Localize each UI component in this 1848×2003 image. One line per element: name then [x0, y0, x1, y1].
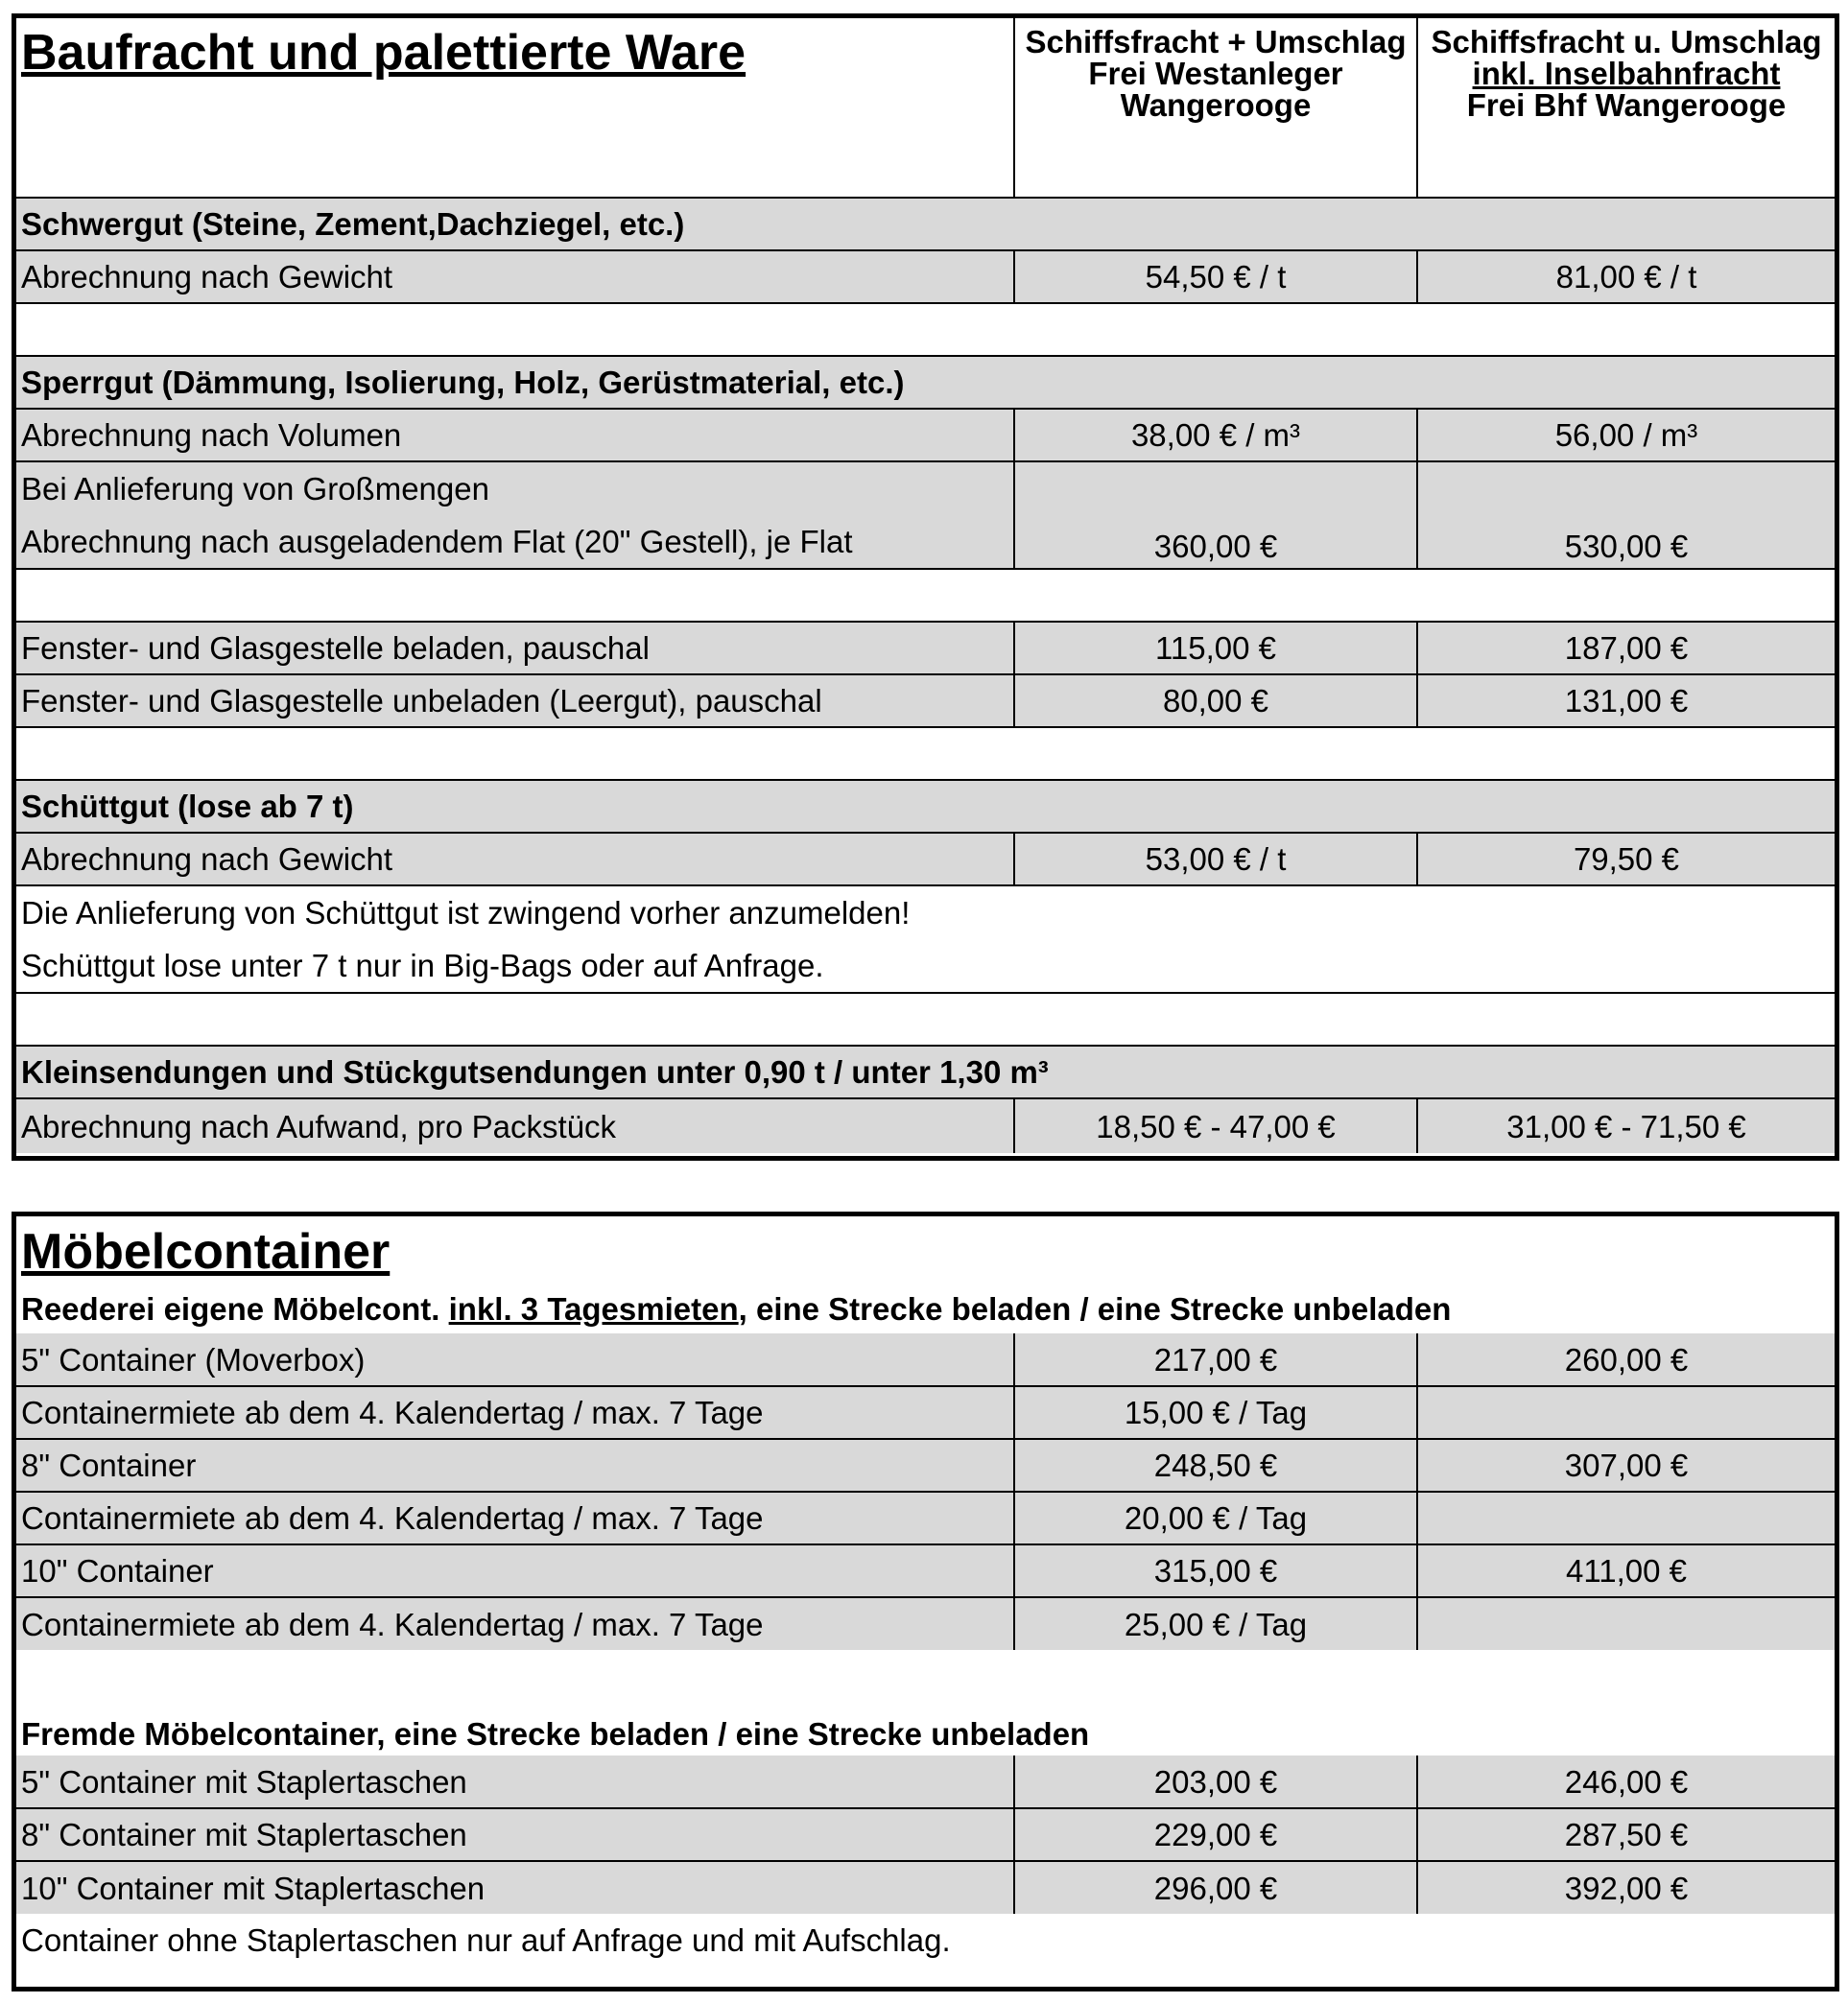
- row-price-col2: 31,00 € - 71,50 €: [1417, 1098, 1835, 1153]
- row-price-col2: 131,00 €: [1417, 674, 1835, 727]
- spacer-row: [16, 303, 1835, 356]
- table-row: [16, 674, 1835, 727]
- table-row: [16, 1333, 1835, 1386]
- row-label: Fenster- und Glasgestelle unbeladen (Leergut), pauschal: [16, 674, 1014, 727]
- reederei-heading: [16, 1284, 1835, 1333]
- row-price-col2: 411,00 €: [1417, 1544, 1835, 1597]
- row-price-col1: 217,00 €: [1014, 1333, 1417, 1386]
- header-col2: [1417, 18, 1835, 198]
- row-price-col2: 392,00 €: [1417, 1861, 1835, 1914]
- section-title-moebel: Möbelcontainer: [21, 1224, 391, 1280]
- spacer-row: [16, 727, 1835, 780]
- reederei-heading-underlined: inkl. 3 Tagesmieten: [448, 1291, 739, 1327]
- row-label: Abrechnung nach Aufwand, pro Packstück: [16, 1098, 1014, 1153]
- table-row: [16, 1439, 1835, 1492]
- section-title-cell: [16, 18, 1014, 198]
- row-label-line1: Bei Anlieferung von Großmengen: [21, 471, 489, 507]
- header-col1: [1014, 18, 1417, 198]
- row-price-col2: 246,00 €: [1417, 1756, 1835, 1808]
- row-price-col2: [1417, 1386, 1835, 1439]
- row-price-col1: 38,00 € / m³: [1014, 409, 1417, 461]
- table-row: [16, 1861, 1835, 1914]
- row-price-col2: 307,00 €: [1417, 1439, 1835, 1492]
- baufracht-table: [16, 18, 1835, 1153]
- row-price-col1: 115,00 €: [1014, 622, 1417, 674]
- row-price-col2: 56,00 / m³: [1417, 409, 1835, 461]
- row-price-col1: 360,00 €: [1014, 461, 1417, 569]
- reederei-heading-text-post: , eine Strecke beladen / eine Strecke unbeladen: [738, 1291, 1452, 1327]
- fremde-heading: Fremde Möbelcontainer, eine Strecke beladen / eine Strecke unbeladen: [21, 1716, 1090, 1752]
- table-row: [16, 409, 1835, 461]
- row-price-col1: 296,00 €: [1014, 1861, 1417, 1914]
- header-col2-line2: inkl. Inselbahnfracht: [1472, 56, 1781, 91]
- baufracht-table-frame: [12, 13, 1839, 1161]
- row-label: Abrechnung nach Gewicht: [16, 250, 1014, 303]
- row-price-col2: 81,00 € / t: [1417, 250, 1835, 303]
- row-label: 5" Container (Moverbox): [16, 1333, 1014, 1386]
- table-row: [16, 1098, 1835, 1153]
- spacer-row: [16, 569, 1835, 622]
- row-price-col2: [1417, 1492, 1835, 1544]
- row-price-col1: 229,00 €: [1014, 1808, 1417, 1861]
- row-price-col2: 287,50 €: [1417, 1808, 1835, 1861]
- header-col1-line3: Wangerooge: [1120, 87, 1312, 123]
- row-price-col1: 248,50 €: [1014, 1439, 1417, 1492]
- table-row: [16, 1756, 1835, 1808]
- row-label: 8" Container mit Staplertaschen: [16, 1808, 1014, 1861]
- schuettgut-note-line1: Die Anlieferung von Schüttgut ist zwingend vorher anzumelden!: [21, 895, 911, 931]
- schuettgut-note-line2: Schüttgut lose unter 7 t nur in Big-Bags oder auf Anfrage.: [21, 948, 824, 983]
- header-col1-line1: Schiffsfracht + Umschlag: [1025, 24, 1407, 59]
- spacer-row: [16, 993, 1835, 1046]
- row-price-col1: 25,00 € / Tag: [1014, 1597, 1417, 1650]
- table-row: [16, 461, 1835, 569]
- header-col2-line1: Schiffsfracht u. Umschlag: [1431, 24, 1822, 59]
- moebelcontainer-table-frame: [12, 1212, 1839, 1991]
- klein-heading: Kleinsendungen und Stückgutsendungen unter 0,90 t / unter 1,30 m³: [16, 1046, 1835, 1098]
- row-label: Abrechnung nach Volumen: [16, 409, 1014, 461]
- table-row: [16, 1597, 1835, 1650]
- row-price-col1: 203,00 €: [1014, 1756, 1417, 1808]
- row-label: Containermiete ab dem 4. Kalendertag / max. 7 Tage: [16, 1386, 1014, 1439]
- table-row: [16, 1808, 1835, 1861]
- moebelcontainer-table: [16, 1216, 1835, 1967]
- header-col2-line3: Frei Bhf Wangerooge: [1466, 87, 1787, 123]
- row-price-col1: 15,00 € / Tag: [1014, 1386, 1417, 1439]
- row-price-col1: 54,50 € / t: [1014, 250, 1417, 303]
- footer-note: Container ohne Staplertaschen nur auf Anfrage und mit Aufschlag.: [21, 1922, 951, 1958]
- row-label: Containermiete ab dem 4. Kalendertag / max. 7 Tage: [16, 1492, 1014, 1544]
- row-label: Abrechnung nach Gewicht: [16, 833, 1014, 885]
- header-col1-line2: Frei Westanleger: [1088, 56, 1343, 91]
- row-label: 10" Container: [16, 1544, 1014, 1597]
- row-price-col2: 79,50 €: [1417, 833, 1835, 885]
- table-row: [16, 1492, 1835, 1544]
- table-row: [16, 250, 1835, 303]
- row-price-col2: 260,00 €: [1417, 1333, 1835, 1386]
- section-title-baufracht: Baufracht und palettierte Ware: [21, 25, 746, 81]
- row-label: Fenster- und Glasgestelle beladen, pauschal: [16, 622, 1014, 674]
- row-label: 5" Container mit Staplertaschen: [16, 1756, 1014, 1808]
- sperrgut-heading: Sperrgut (Dämmung, Isolierung, Holz, Gerüstmaterial, etc.): [16, 356, 1835, 409]
- row-price-col1: 315,00 €: [1014, 1544, 1417, 1597]
- row-price-col1: 18,50 € - 47,00 €: [1014, 1098, 1417, 1153]
- fremde-rows: [16, 1756, 1835, 1914]
- table-row: [16, 622, 1835, 674]
- row-price-col1: 20,00 € / Tag: [1014, 1492, 1417, 1544]
- row-label-line2: Abrechnung nach ausgeladendem Flat (20" Gestell), je Flat: [21, 524, 853, 559]
- row-price-col1: 80,00 €: [1014, 674, 1417, 727]
- row-label: 8" Container: [16, 1439, 1014, 1492]
- row-label: [16, 461, 1014, 569]
- table-row: [16, 1544, 1835, 1597]
- table-row: [16, 833, 1835, 885]
- schuettgut-note: [16, 885, 1835, 993]
- table-row: [16, 1386, 1835, 1439]
- row-price-col2: 530,00 €: [1417, 461, 1835, 569]
- reederei-heading-text: Reederei eigene Möbelcont.: [21, 1291, 449, 1327]
- row-label: 10" Container mit Staplertaschen: [16, 1861, 1014, 1914]
- row-price-col1: 53,00 € / t: [1014, 833, 1417, 885]
- row-price-col2: 187,00 €: [1417, 622, 1835, 674]
- row-label: Containermiete ab dem 4. Kalendertag / max. 7 Tage: [16, 1597, 1014, 1650]
- row-price-col2: [1417, 1597, 1835, 1650]
- section-title-cell: [16, 1216, 1835, 1284]
- schuettgut-heading: Schüttgut (lose ab 7 t): [16, 780, 1835, 833]
- schwergut-heading: Schwergut (Steine, Zement,Dachziegel, etc.): [16, 198, 1835, 250]
- reederei-rows: [16, 1333, 1835, 1650]
